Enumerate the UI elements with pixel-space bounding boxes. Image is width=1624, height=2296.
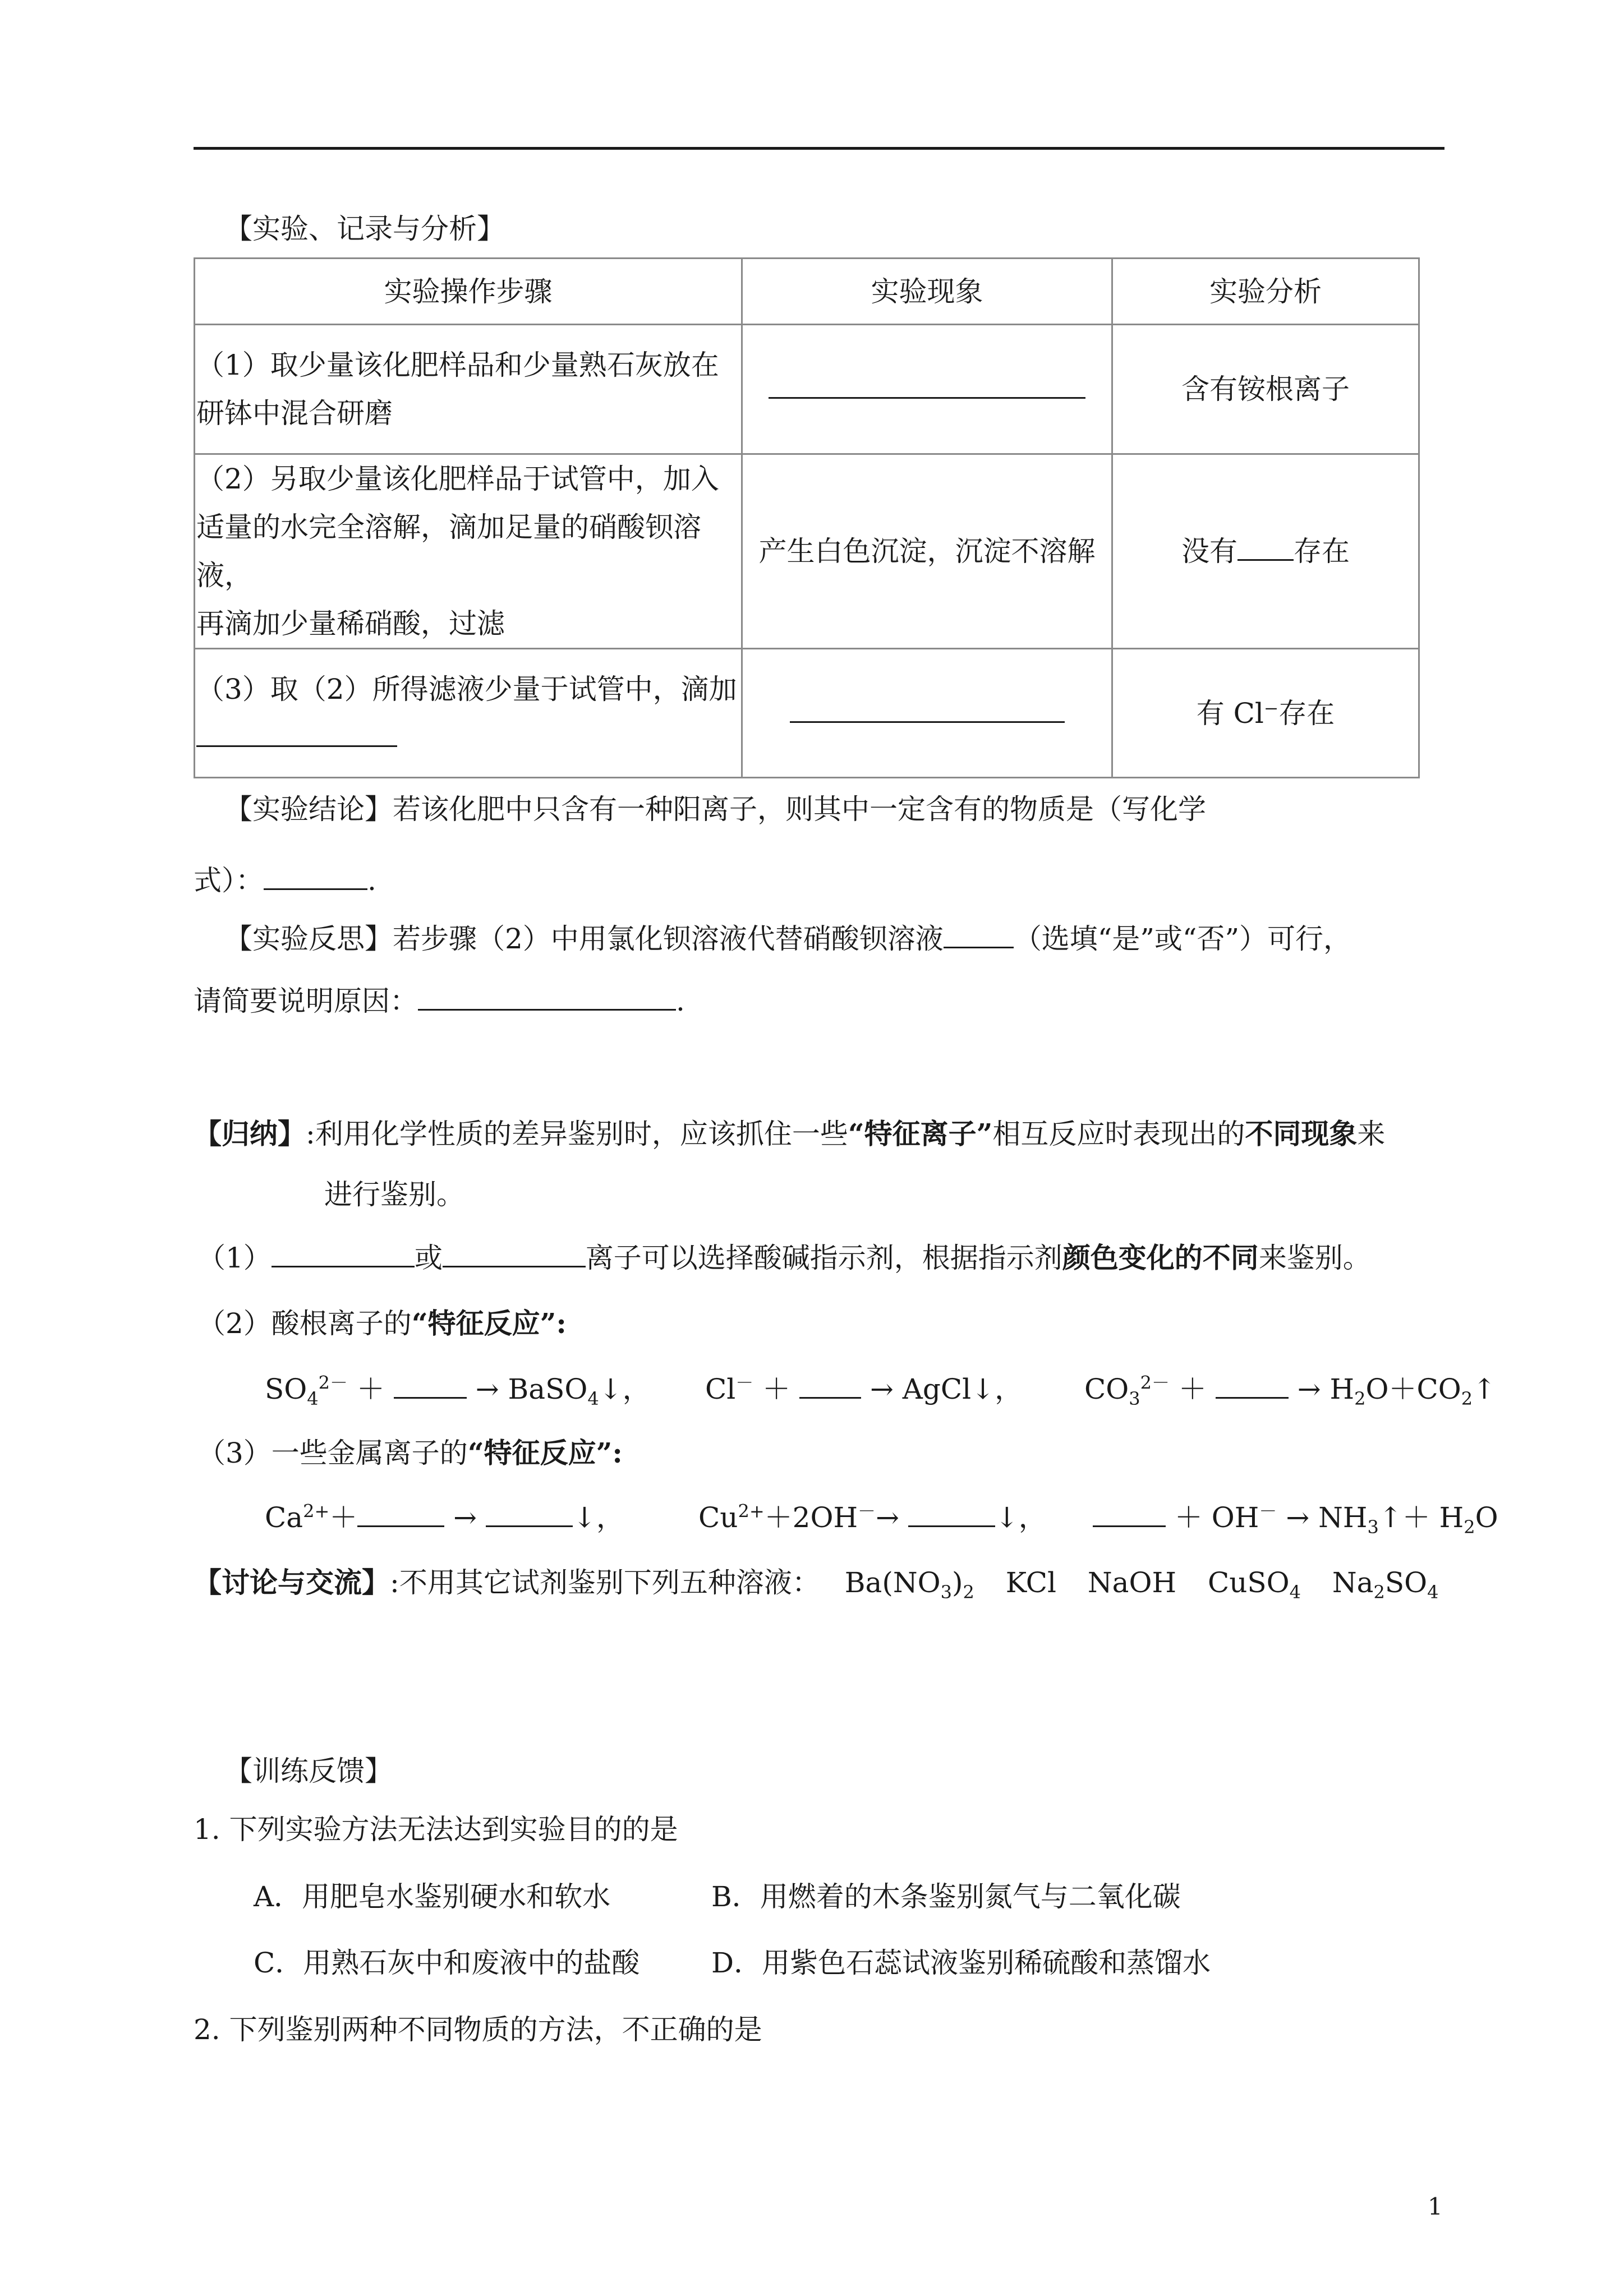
superscript: － [735,1372,754,1394]
summary-bold: “特征离子” [848,1117,993,1150]
reactant-formula: ＋ OH [1174,1501,1259,1534]
subscript: 3 [1129,1388,1140,1409]
item-1 [197,1241,1371,1275]
equation-calcium [265,1501,624,1534]
superscript: 2－ [1140,1372,1170,1394]
header-rule [194,147,1444,150]
formula-part: CuSO [1207,1566,1290,1599]
precipitate-arrow-icon: ↓， [599,1373,651,1405]
answer-blank[interactable] [264,864,367,890]
reflection-text: 若步骤（2）中用氯化钡溶液代替硝酸钡溶液 [393,923,944,955]
arrow-icon: → [1297,1373,1321,1405]
question-2: 2. 下列鉴别两种不同物质的方法，不正确的是 [194,2013,762,2046]
ion-formula: Ca [265,1501,303,1534]
analysis-cell: 含有铵根离子 [1112,325,1419,454]
summary-bold: 不同现象 [1245,1117,1358,1150]
reflection-suffix: . [676,985,685,1017]
answer-blank[interactable] [418,984,676,1011]
reflection-label: 【实验反思】 [224,923,393,955]
item-text: 离子可以选择酸碱指示剂，根据指示剂 [585,1242,1062,1274]
table-row [195,454,1419,649]
subscript: 2 [963,1582,974,1603]
answer-blank[interactable] [272,1241,415,1267]
superscript: － [858,1500,876,1522]
solution-formula [1207,1566,1301,1603]
subscript: 2 [1354,1388,1366,1409]
answer-blank[interactable] [443,1241,586,1267]
subscript: 3 [940,1582,952,1603]
solution-formula: NaOH [1087,1566,1177,1599]
option-d[interactable]: D．用紫色石蕊试液鉴别稀硫酸和蒸馏水 [711,1947,1211,1979]
step-line: 适量的水完全溶解，滴加足量的硝酸钡溶液， [196,511,701,592]
section-title: 【实验、记录与分析】 [224,213,505,245]
step-cell [195,649,742,778]
item-colon: : [556,1307,567,1340]
summary-text: 来 [1357,1118,1386,1150]
step-cell [195,454,742,649]
plus-sign: ＋ [329,1501,358,1534]
reflection-text-after: （选填“是”或“否”）可行， [1013,923,1352,955]
phenomenon-cell [742,325,1112,454]
phenomenon-cell [742,649,1112,778]
ion-formula: CO [1084,1373,1129,1405]
experiment-table [194,257,1420,778]
question-1: 1. 下列实验方法无法达到实验目的的是 [194,1813,678,1846]
answer-blank[interactable] [799,1372,861,1399]
answer-blank[interactable] [769,372,1085,399]
item-prefix: （3）一些金属离子的 [197,1437,468,1469]
step-line [196,713,740,762]
arrow-icon: → [1286,1501,1310,1534]
reflection-line [224,922,1351,956]
arrow-icon: → [876,1501,899,1534]
subscript: 4 [307,1388,319,1409]
item-prefix: （1） [197,1242,272,1274]
conclusion-line [224,792,1206,826]
discussion-label: 【讨论与交流】 [194,1566,390,1599]
subscript: 4 [587,1388,599,1409]
product-formula: NH [1318,1501,1368,1534]
analysis-cell: 有 Cl⁻存在 [1112,649,1419,778]
table-row [195,649,1419,778]
arrow-icon: → [869,1373,894,1405]
product-formula: BaSO [508,1373,588,1405]
summary-text: :利用化学性质的差异鉴别时，应该抓住一些 [306,1118,848,1150]
solution-formula: KCl [1005,1566,1056,1599]
answer-blank[interactable] [486,1501,573,1527]
gas-arrow-icon: ↑ [1473,1373,1496,1405]
ion-formula: Cu [698,1501,738,1534]
conclusion-suffix: . [367,864,376,897]
product-formula: ↑＋ H [1378,1501,1464,1534]
item-3 [197,1436,623,1470]
superscript: 2+ [738,1500,765,1522]
analysis-cell [1112,454,1419,649]
option-b[interactable]: B．用燃着的木条鉴别氮气与二氧化碳 [711,1880,1181,1913]
reflection-line-2 [194,984,685,1018]
page-number: 1 [1428,2193,1443,2220]
step-line: 研钵中混合研磨 [196,397,393,430]
item-2 [197,1307,567,1340]
conclusion-prefix: 式）： [194,864,264,897]
step-line: （3）取（2）所得滤液少量于试管中，滴加 [196,672,737,706]
table-row [195,325,1419,454]
item-colon: : [612,1436,623,1469]
answer-blank[interactable] [394,1372,467,1399]
reactant-formula: ＋2OH [764,1501,858,1534]
summary-line-2: 进行鉴别。 [324,1178,464,1211]
subscript: 4 [1427,1582,1439,1603]
answer-blank[interactable] [1216,1372,1289,1399]
summary-label: 【归纳】 [194,1117,306,1150]
formula-part: Na [1332,1566,1374,1599]
item-prefix: （2）酸根离子的 [197,1307,412,1340]
superscript: 2+ [303,1500,330,1522]
plus-sign: ＋ [356,1373,385,1405]
product-formula: H [1329,1373,1355,1405]
summary-text: 相互反应时表现出的 [992,1118,1245,1150]
answer-blank[interactable] [944,922,1014,948]
table-header-row [195,259,1419,325]
item-bold: “特征反应” [467,1436,613,1469]
reflection-prefix: 请简要说明原因： [194,985,418,1017]
formula-part: ) [951,1566,963,1599]
precipitate-arrow-icon: ↓， [971,1373,1023,1405]
option-c[interactable]: C．用熟石灰中和废液中的盐酸 [254,1947,640,1979]
step-cell [195,325,742,454]
answer-blank[interactable] [790,697,1065,723]
answer-blank[interactable] [1093,1501,1166,1527]
analysis-suffix: 存在 [1294,535,1350,568]
formula-part: SO [1384,1566,1428,1599]
header-phenomenon: 实验现象 [742,259,1112,325]
arrow-icon: → [453,1501,477,1534]
item-bold: 颜色变化的不同 [1062,1241,1259,1274]
phenomenon-cell: 产生白色沉淀，沉淀不溶解 [742,454,1112,649]
step-line: 再滴加少量稀硝酸，过滤 [196,607,505,640]
conclusion-text: 若该化肥中只含有一种阳离子，则其中一定含有的物质是（写化学 [393,793,1206,826]
solution-formula [1332,1566,1439,1603]
feedback-title: 【训练反馈】 [224,1755,393,1787]
analysis-prefix: 没有 [1181,535,1237,568]
conclusion-label: 【实验结论】 [224,793,393,826]
option-a[interactable]: A．用肥皂水鉴别硬水和软水 [254,1880,611,1913]
step-line: （1）取少量该化肥样品和少量熟石灰放在 [196,349,719,381]
equation-copper [698,1501,1047,1534]
subscript: 2 [1373,1582,1385,1603]
answer-blank[interactable] [196,721,397,747]
answer-blank[interactable] [357,1501,444,1527]
superscript: － [1259,1500,1277,1522]
header-analysis: 实验分析 [1112,259,1419,325]
product-formula: O＋CO [1365,1373,1461,1405]
product-formula: O [1475,1501,1498,1534]
equation-ammonium [1093,1500,1498,1538]
item-bold: “特征反应” [411,1307,556,1340]
equation-chloride [705,1372,1023,1406]
ion-formula: SO [265,1373,307,1405]
equation-sulfate [265,1372,651,1409]
precipitate-arrow-icon: ↓， [995,1501,1047,1534]
solution-formula [844,1566,974,1603]
header-steps: 实验操作步骤 [195,259,742,325]
discussion-text: :不用其它试剂鉴别下列五种溶液： [390,1566,820,1599]
ion-formula: Cl [705,1373,736,1405]
summary-line [194,1117,1385,1151]
conclusion-line-2 [194,864,376,897]
subscript: 4 [1289,1582,1301,1603]
answer-blank[interactable] [1237,534,1294,561]
answer-blank[interactable] [908,1501,995,1527]
subscript: 3 [1367,1516,1379,1538]
plus-sign: ＋ [762,1373,791,1405]
item-mid: 或 [414,1242,443,1274]
arrow-icon: → [475,1373,499,1405]
subscript: 2 [1464,1516,1475,1538]
superscript: 2－ [318,1372,348,1394]
product-formula: AgCl [902,1373,972,1405]
plus-sign: ＋ [1178,1373,1207,1405]
step-line: （2）另取少量该化肥样品于试管中，加入 [196,463,719,495]
formula-part: Ba(NO [844,1566,941,1599]
discussion-line [194,1566,1439,1603]
subscript: 2 [1461,1388,1473,1409]
precipitate-arrow-icon: ↓， [572,1501,624,1534]
equation-carbonate [1084,1372,1496,1409]
item-suffix: 来鉴别。 [1258,1242,1371,1274]
